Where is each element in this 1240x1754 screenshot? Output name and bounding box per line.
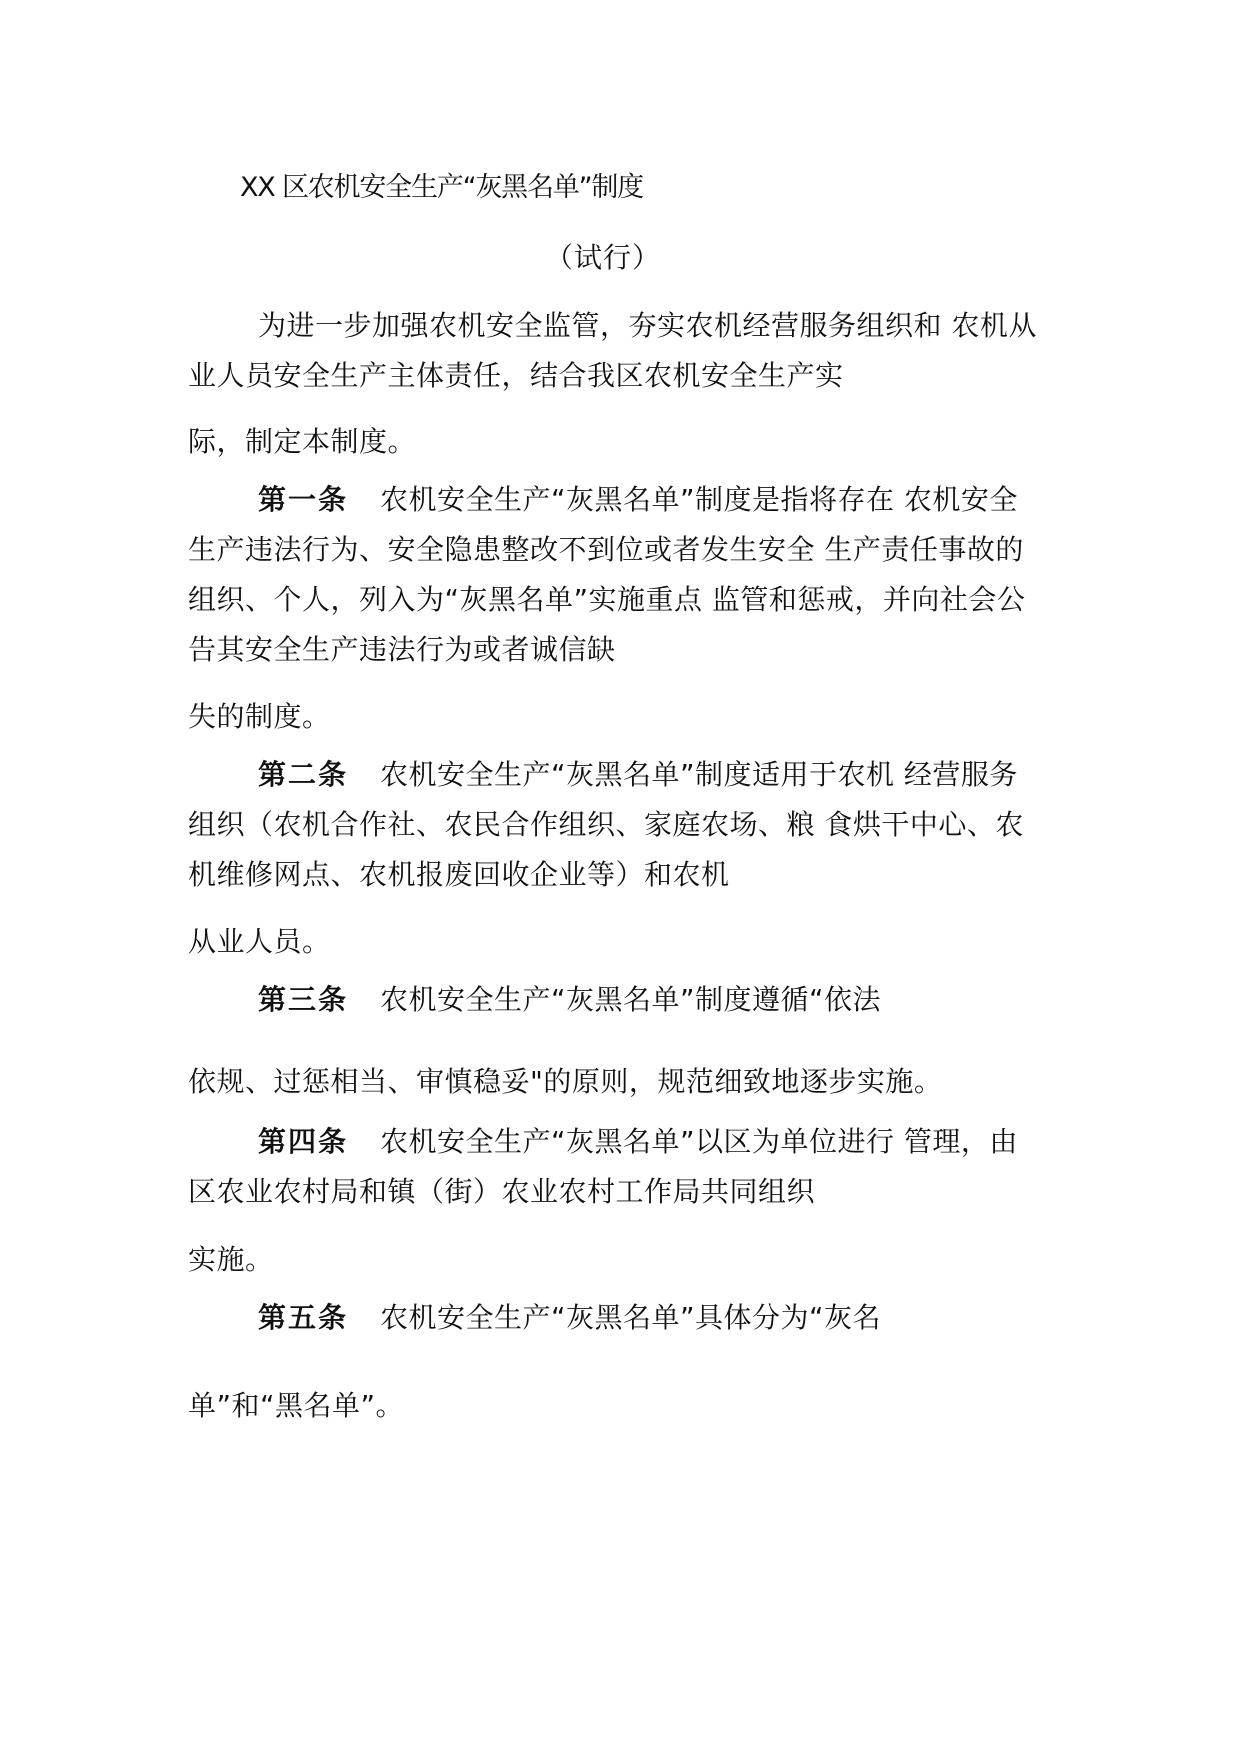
article-1-label: 第一条 [258, 483, 349, 516]
article-3-line-1 [258, 980, 881, 1020]
article-1-line-3: 组织、个人，列入为“灰黑名单”实施重点 监管和惩戒，并向社会公 [188, 583, 1026, 616]
article-1-line-4: 告其安全生产违法行为或者诚信缺 [188, 633, 616, 666]
intro-line-3: 际，制定本制度。 [188, 425, 417, 458]
article-4-line-3: 实施。 [188, 1243, 274, 1276]
intro-line-2: 业人员安全生产主体责任，结合我区农机安全生产实 [188, 359, 844, 392]
article-3-line-2: 依规、过惩相当、审慎稳妥"的原则，规范细致地逐步实施。 [188, 1065, 943, 1098]
article-3-label: 第三条 [258, 983, 349, 1016]
article-1-line-5: 失的制度。 [188, 700, 331, 733]
article-1-line-2: 生产违法行为、安全隐患整改不到位或者发生安全 生产责任事故的 [188, 533, 1024, 566]
intro-line-1: 为进一步加强农机安全监管，夯实农机经营服务组织和 农机从 [258, 309, 1037, 342]
article-2-line-3: 机维修网点、农机报废回收企业等）和农机 [188, 858, 730, 891]
article-4-line-2: 区农业农村局和镇（街）农业农村工作局共同组织 [188, 1175, 816, 1208]
article-5-line-1 [258, 1298, 881, 1338]
article-2-text: 农机安全生产“灰黑名单”制度适用于农机 经营服务 [380, 758, 1018, 791]
article-5-text: 农机安全生产“灰黑名单”具体分为“灰名 [380, 1301, 882, 1334]
document-subtitle: （试行） [545, 241, 662, 274]
article-1-line-1 [258, 480, 1018, 520]
article-2-line-1 [258, 755, 1018, 795]
article-4-label: 第四条 [258, 1125, 349, 1158]
document-title: XX 区农机安全生产“灰黑名单”制度 [240, 172, 643, 203]
article-5-label: 第五条 [258, 1301, 349, 1334]
article-2-label: 第二条 [258, 758, 349, 791]
article-1-text: 农机安全生产“灰黑名单”制度是指将存在 农机安全 [380, 483, 1018, 516]
article-4-line-1 [258, 1122, 1018, 1162]
article-5-line-2: 单”和“黑名单”。 [188, 1389, 405, 1422]
article-4-text: 农机安全生产“灰黑名单”以区为单位进行 管理，由 [380, 1125, 1018, 1158]
article-2-line-4: 从业人员。 [188, 925, 331, 958]
article-2-line-2: 组织（农机合作社、农民合作组织、家庭农场、粮 食烘干中心、农 [188, 808, 1024, 841]
article-3-text: 农机安全生产“灰黑名单”制度遵循“依法 [380, 983, 882, 1016]
